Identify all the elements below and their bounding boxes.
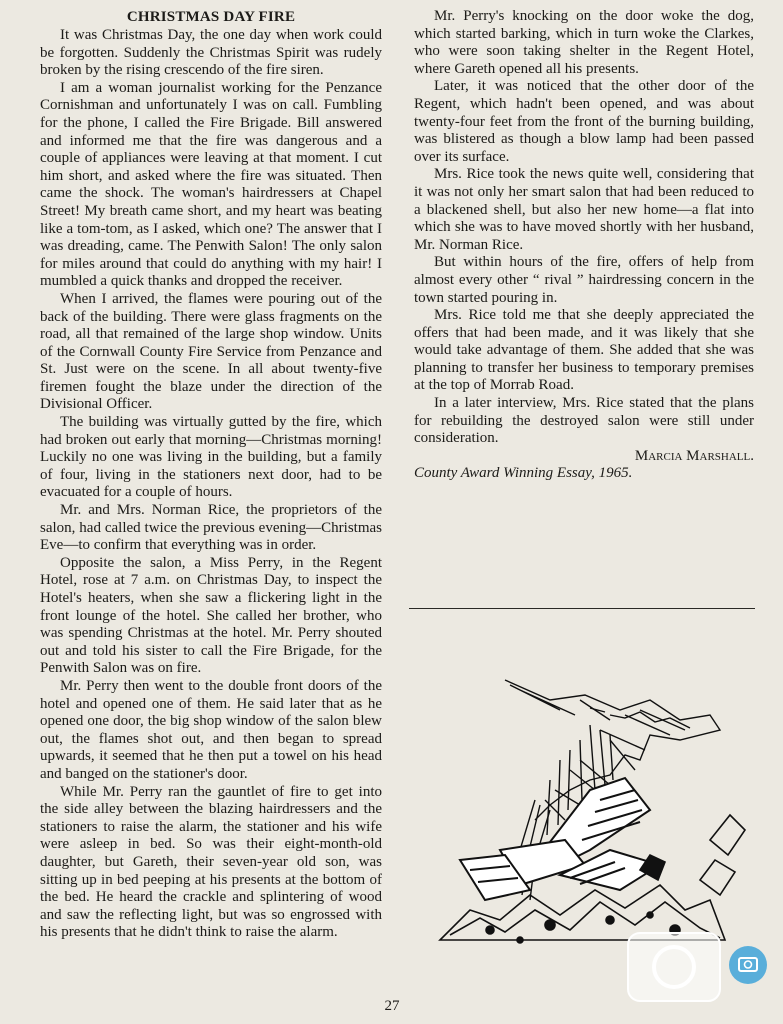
paragraph: Opposite the salon, a Miss Perry, in the Regent Hotel, rose at 7 a.m. on Christmas Day, to inspect the Hotel's heaters, when she saw a flickering light in the front lounge of the hotel. She called her brother, who was spending Christmas at the hotel. Mr. Perry shouted out and told his sister to call the Fire Brigade, for the Penwith Salon was on fire.	[40, 554, 382, 677]
camera-watermark-icon	[620, 905, 770, 1015]
paragraph: Mr. Perry's knocking on the door woke the dog, which started barking, which in turn woke the Clarkes, who were soon taking shelter in the Regent Hotel, where Gareth opened all his presents.	[414, 8, 754, 77]
page-number: 27	[384, 998, 400, 1014]
paragraph: In a later interview, Mrs. Rice stated that the plans for rebuilding the destroyed salon were still under consideration.	[414, 395, 754, 447]
paragraph: I am a woman journalist working for the Penzance Cornishman and unfortunately I was on call. Fumbling for the phone, I called the Fire Brigade. Bill answered and informed me that the fire was dangerous and a couple of appliances were leaving at that moment. I cut him short, and asked where the fire was situated. Then came the shock. The woman's hairdressers at Chapel Street! My breath came short, and my heart was beating like a tom-tom, as I asked, which one? The answer that I was dreading, came. The Penwith Salon! The only salon for miles around that could do anything with my hair! I mumbled a quick thanks and dropped the receiver.	[40, 79, 382, 290]
collapsed-beams	[460, 778, 660, 900]
right-column	[414, 8, 754, 483]
paragraph: But within hours of the fire, offers of help from almost every other “ rival ” hairdressing concern in the town started pouring in.	[414, 254, 754, 306]
paragraph: While Mr. Perry ran the gauntlet of fire to get into the side alley between the blazing hairdressers and the stationers to raise the alarm, the stationer and his wife were asleep in bed. So was their eight-month-old daughter, but Gareth, their seven-year old son, was sitting up in bed peeping at his presents at the bottom of the bed. He heard the crackle and splintering of wood and saw the reflecting light, but was so engrossed with his presents that he didn't think to raise the alarm.	[40, 783, 382, 941]
article-title: CHRISTMAS DAY FIRE	[126, 9, 296, 25]
essay-source: County Award Winning Essay, 1965.	[414, 465, 633, 482]
paragraph: Later, it was noticed that the other door of the Regent, which hadn't been opened, and was about twenty-four feet from the front of the burning building, was blistered as though a blow lamp had been passed over its surface.	[414, 78, 754, 165]
paragraph: It was Christmas Day, the one day when work could be forgotten. Suddenly the Christmas Spirit was rudely broken by the rising crescendo of the fire siren.	[40, 27, 382, 79]
paragraph: When I arrived, the flames were pouring out of the back of the building. There were glass fragments on the road, all that remained of the large shop window. Units of the Cornwall County Fire Service from Penzance and St. Just were on the scene. In all about twenty-five firemen fought the blaze under the direction of the Divisional Officer.	[40, 290, 382, 413]
paragraph: Mrs. Rice told me that she deeply appreciated the offers that had been made, and it was likely that she would take advantage of them. She added that she was planning to transfer her business to temporary premises at the top of Morrab Road.	[414, 307, 754, 394]
section-divider	[409, 608, 755, 609]
author-signature: Marcia Marshall.	[634, 447, 754, 464]
paragraph: Mr. and Mrs. Norman Rice, the proprietors of the salon, had called twice the previous evening—Christmas Eve—to confirm that everything was in order.	[40, 502, 382, 554]
paragraph: Mr. Perry then went to the double front doors of the hotel and opened one of them. He said later that as he opened one door, the big shop window of the salon blew out, the flames shot out, and then began to spread upwards, it seemed that he then put a towel on his head and banged on the stationer's door.	[40, 677, 382, 782]
paragraph: Mrs. Rice took the news quite well, considering that it was not only her smart salon that had been reduced to a blackened shell, but also her new home—a flat into which she was to have moved shortly with her husband, Mr. Norman Rice.	[414, 166, 754, 253]
paragraph: The building was virtually gutted by the fire, which had broken out early that morning—Christmas morning! Luckily no one was living in the building, but a family of four, living in the stationers next door, had to be evacuated for a couple of hours.	[40, 414, 382, 501]
left-column	[40, 8, 382, 942]
